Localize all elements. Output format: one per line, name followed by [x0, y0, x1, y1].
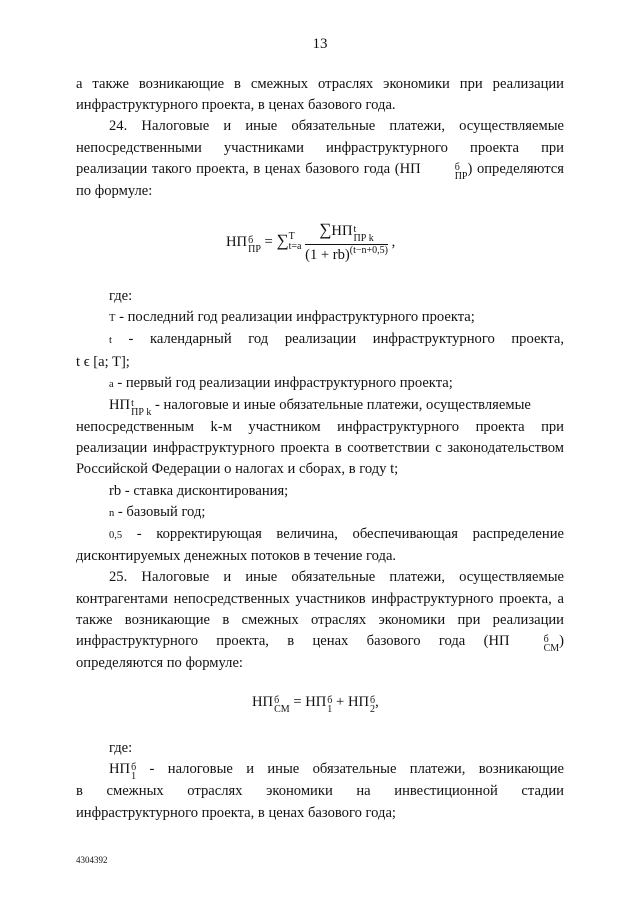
formula-np-pr: [76, 202, 564, 286]
def-np1-cont-2: инфраструктурного проекта, в ценах базового года;: [76, 804, 396, 821]
formula2-term-1: НП б 1: [305, 694, 333, 716]
footer-document-code: 4304392: [76, 855, 108, 865]
np-prk-symbol: НП t ПР k: [109, 397, 152, 419]
where-label-2: где:: [109, 740, 133, 757]
def-t: t - календарный год реализации инфраструктурного проекта,: [109, 331, 564, 348]
formula1-comma: ,: [391, 233, 396, 250]
formula2-plus: +: [336, 694, 345, 711]
where-label-1: где:: [109, 288, 133, 305]
document-body: [76, 74, 564, 824]
paragraph-24: [76, 116, 564, 202]
formula2-term-2: НП б 2: [347, 694, 376, 716]
formula1-equals: =: [264, 233, 273, 250]
formula1-fraction: [305, 220, 388, 265]
formula-np-cm: [76, 674, 564, 738]
def-np-prk-cont: непосредственным k-м участником инфраструктурного проекта при реализации инфраструктурного проекта в соответствии с законодательством Российской Федерации о налогах и сборах, в году t;: [76, 419, 564, 478]
def-rb: rb - ставка дисконтирования;: [109, 482, 289, 499]
paragraph-25: 25. Налоговые и иные обязательные платежи, осуществляемые контрагентами непосредственных участников инфраструктурного проекта, а также возникающие в смежных отраслях экономики при реализации инфраструктурного проекта, в ценах базового года (НП б СМ ) определяются по формуле:: [76, 569, 564, 672]
formula2-comma: ,: [375, 694, 379, 711]
def-np1: НП б 1 - налоговые и иные обязательные платежи, возникающие: [109, 761, 564, 783]
formula2-equals: =: [293, 694, 302, 711]
p24-end: ) определяются по формуле:: [76, 160, 564, 199]
formula2-lhs: НП б СМ: [252, 694, 290, 716]
np1-symbol: НП б 1: [109, 761, 137, 783]
def-a: a - первый год реализации инфраструктурного проекта;: [109, 374, 453, 391]
np-pr-symbol: НП б ПР: [399, 160, 468, 182]
def-np1-cont-1: в смежных отраслях экономики на инвестиционной стадии: [76, 783, 564, 800]
p24-text: 24. Налоговые и иные обязательные платежи, осуществляемые непосредственными участниками инфраструктурного проекта при реализации такого проекта, в ценах базового года (: [76, 118, 564, 177]
def-T: T - последний год реализации инфраструктурного проекта;: [109, 309, 475, 326]
formula1-limits: T t=a: [288, 230, 302, 252]
def-n: n - базовый год;: [109, 503, 206, 520]
formula1-sum-sign: ∑: [276, 230, 289, 250]
page-number: 13: [312, 36, 328, 52]
formula1-lhs: НП б ПР: [226, 233, 261, 255]
def-correction: 0,5 - корректирующая величина, обеспечивающая распределение дисконтируемых денежных потоков в течение года.: [76, 526, 564, 565]
def-np-prk: НП t ПР k - налоговые и иные обязательные платежи, осуществляемые: [109, 397, 531, 419]
np-cm-symbol: НП б СМ: [488, 633, 560, 655]
formula1-numerator: ∑НП t ПР k: [305, 220, 388, 245]
def-t-range: t ϵ [a; T];: [76, 353, 130, 370]
formula1-denominator: (1 + rb)$^{(t-n+0,5)}$: [305, 245, 388, 264]
paragraph-continuation: а также возникающие в смежных отраслях экономики при реализации инфраструктурного проекта, в ценах базового года.: [76, 76, 564, 114]
